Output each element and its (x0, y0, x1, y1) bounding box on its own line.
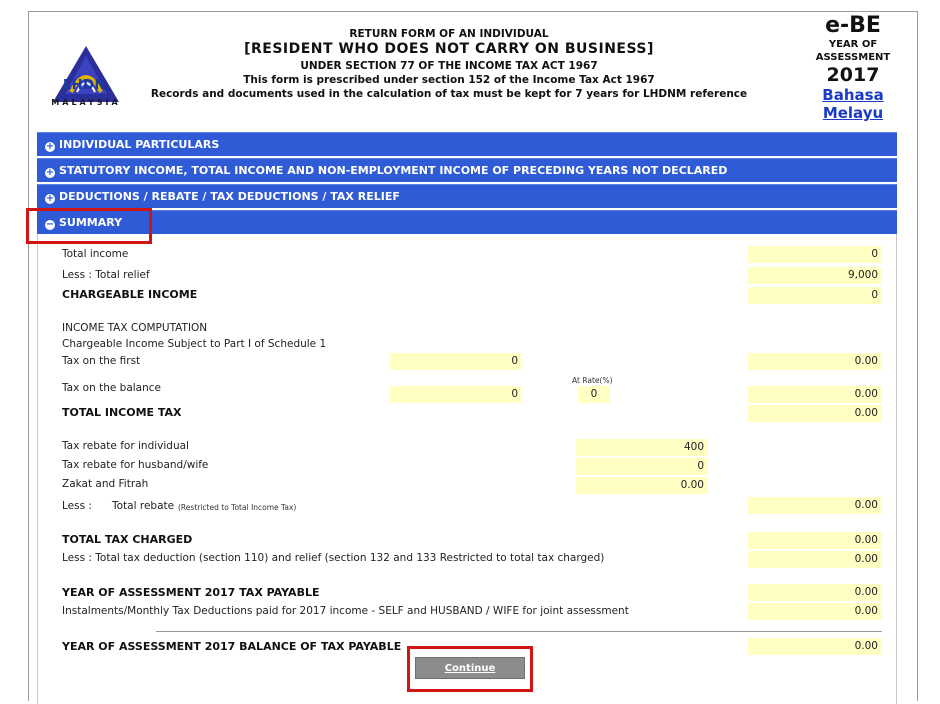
plus-icon: + (45, 193, 55, 204)
balance-payable-label: YEAR OF ASSESSMENT 2017 BALANCE OF TAX PAYABLE (62, 640, 402, 653)
total-income-field[interactable]: 0 (748, 246, 882, 263)
less-label: Less : (62, 500, 92, 512)
continue-highlight-box (407, 646, 533, 692)
form-title-line5: Records and documents used in the calculation of tax must be kept for 7 years for LHDNM reference (150, 88, 748, 100)
section-label: DEDUCTIONS / REBATE / TAX DEDUCTIONS / TAX RELIEF (59, 190, 400, 203)
rebate-spouse-label: Tax rebate for husband/wife (62, 459, 209, 471)
form-title-line3: UNDER SECTION 77 OF THE INCOME TAX ACT 1967 (300, 60, 598, 72)
tax-first-label: Tax on the first (62, 355, 141, 367)
total-income-label: Total income (62, 248, 129, 260)
section-label: SUMMARY (59, 216, 123, 229)
language-link-bahasa[interactable]: Bahasa (822, 86, 884, 104)
total-tax-charged-field[interactable]: 0.00 (748, 532, 882, 549)
form-frame (28, 11, 918, 701)
tax-first-tax-field[interactable]: 0.00 (748, 353, 882, 370)
ya-payable-field[interactable]: 0.00 (748, 584, 882, 601)
zakat-field[interactable]: 0.00 (576, 477, 708, 494)
form-code: e-BE (825, 13, 881, 38)
rebate-spouse-field[interactable]: 0 (576, 458, 708, 475)
rebate-individual-field[interactable]: 400 (576, 439, 708, 456)
tax-balance-label: Tax on the balance (62, 382, 161, 394)
total-rebate-label: Total rebate (112, 500, 175, 512)
logo-sub-text: MALAYSIA (51, 98, 121, 107)
chargeable-income-label: CHARGEABLE INCOME (62, 288, 198, 301)
language-link-melayu[interactable]: Melayu (822, 104, 884, 122)
chargeable-income-field[interactable]: 0 (748, 287, 882, 304)
section-statutory-income[interactable] (37, 158, 897, 182)
form-title-block (149, 28, 749, 100)
balance-divider (156, 631, 882, 632)
balance-payable-field[interactable]: 0.00 (748, 638, 882, 655)
zakat-label: Zakat and Fitrah (62, 478, 149, 490)
total-tax-charged-label: TOTAL TAX CHARGED (62, 533, 193, 546)
tax-balance-tax-field[interactable]: 0.00 (748, 386, 882, 403)
ya-payable-label: YEAR OF ASSESSMENT 2017 TAX PAYABLE (62, 586, 320, 599)
section-summary[interactable] (37, 210, 897, 234)
summary-panel (37, 234, 897, 704)
form-title-line1: RETURN FORM OF AN INDIVIDUAL (349, 28, 549, 40)
total-income-tax-field[interactable]: 0.00 (748, 405, 882, 422)
form-title-line2: [RESIDENT WHO DOES NOT CARRY ON BUSINESS] (244, 41, 654, 57)
schedule-label: Chargeable Income Subject to Part I of Schedule 1 (62, 338, 327, 350)
form-title-line4: This form is prescribed under section 152 of the Income Tax Act 1967 (243, 74, 655, 86)
plus-icon: + (45, 167, 55, 178)
total-relief-field[interactable]: 9,000 (748, 267, 882, 284)
logo-main-text: LHDN (63, 78, 106, 93)
tax-deduction-label: Less : Total tax deduction (section 110) and relief (section 132 and 133 Restricted to total tax charged) (62, 552, 605, 564)
instalments-field[interactable]: 0.00 (748, 603, 882, 620)
assessment-year: 2017 (826, 64, 880, 86)
section-label: STATUTORY INCOME, TOTAL INCOME AND NON-EMPLOYMENT INCOME OF PRECEDING YEARS NOT DECLARED (59, 164, 728, 177)
summary-highlight-box (26, 208, 152, 244)
form-code-block (789, 14, 917, 122)
total-relief-label: Less : Total relief (62, 269, 150, 281)
rebate-individual-label: Tax rebate for individual (62, 440, 189, 452)
rate-field[interactable]: 0 (578, 386, 610, 403)
ya-label-2: ASSESSMENT (815, 52, 891, 63)
tax-deduction-field[interactable]: 0.00 (748, 551, 882, 568)
computation-label: INCOME TAX COMPUTATION (62, 322, 208, 334)
section-deductions[interactable] (37, 184, 897, 208)
total-rebate-note: (Restricted to Total Income Tax) (178, 503, 297, 512)
section-individual-particulars[interactable] (37, 132, 897, 156)
plus-icon: + (45, 141, 55, 152)
continue-button[interactable]: Continue (415, 657, 525, 679)
tax-balance-amount-field[interactable]: 0 (390, 386, 522, 403)
ya-label-1: YEAR OF (828, 39, 878, 50)
minus-icon: − (45, 219, 55, 230)
instalments-label: Instalments/Monthly Tax Deductions paid for 2017 income - SELF and HUSBAND / WIFE for joint assessment (62, 605, 629, 617)
section-label: INDIVIDUAL PARTICULARS (59, 138, 220, 151)
total-income-tax-label: TOTAL INCOME TAX (62, 406, 182, 419)
tax-first-amount-field[interactable]: 0 (390, 353, 522, 370)
form-header (29, 12, 917, 130)
rate-label: At Rate(%) (572, 376, 613, 385)
total-rebate-field[interactable]: 0.00 (748, 497, 882, 514)
